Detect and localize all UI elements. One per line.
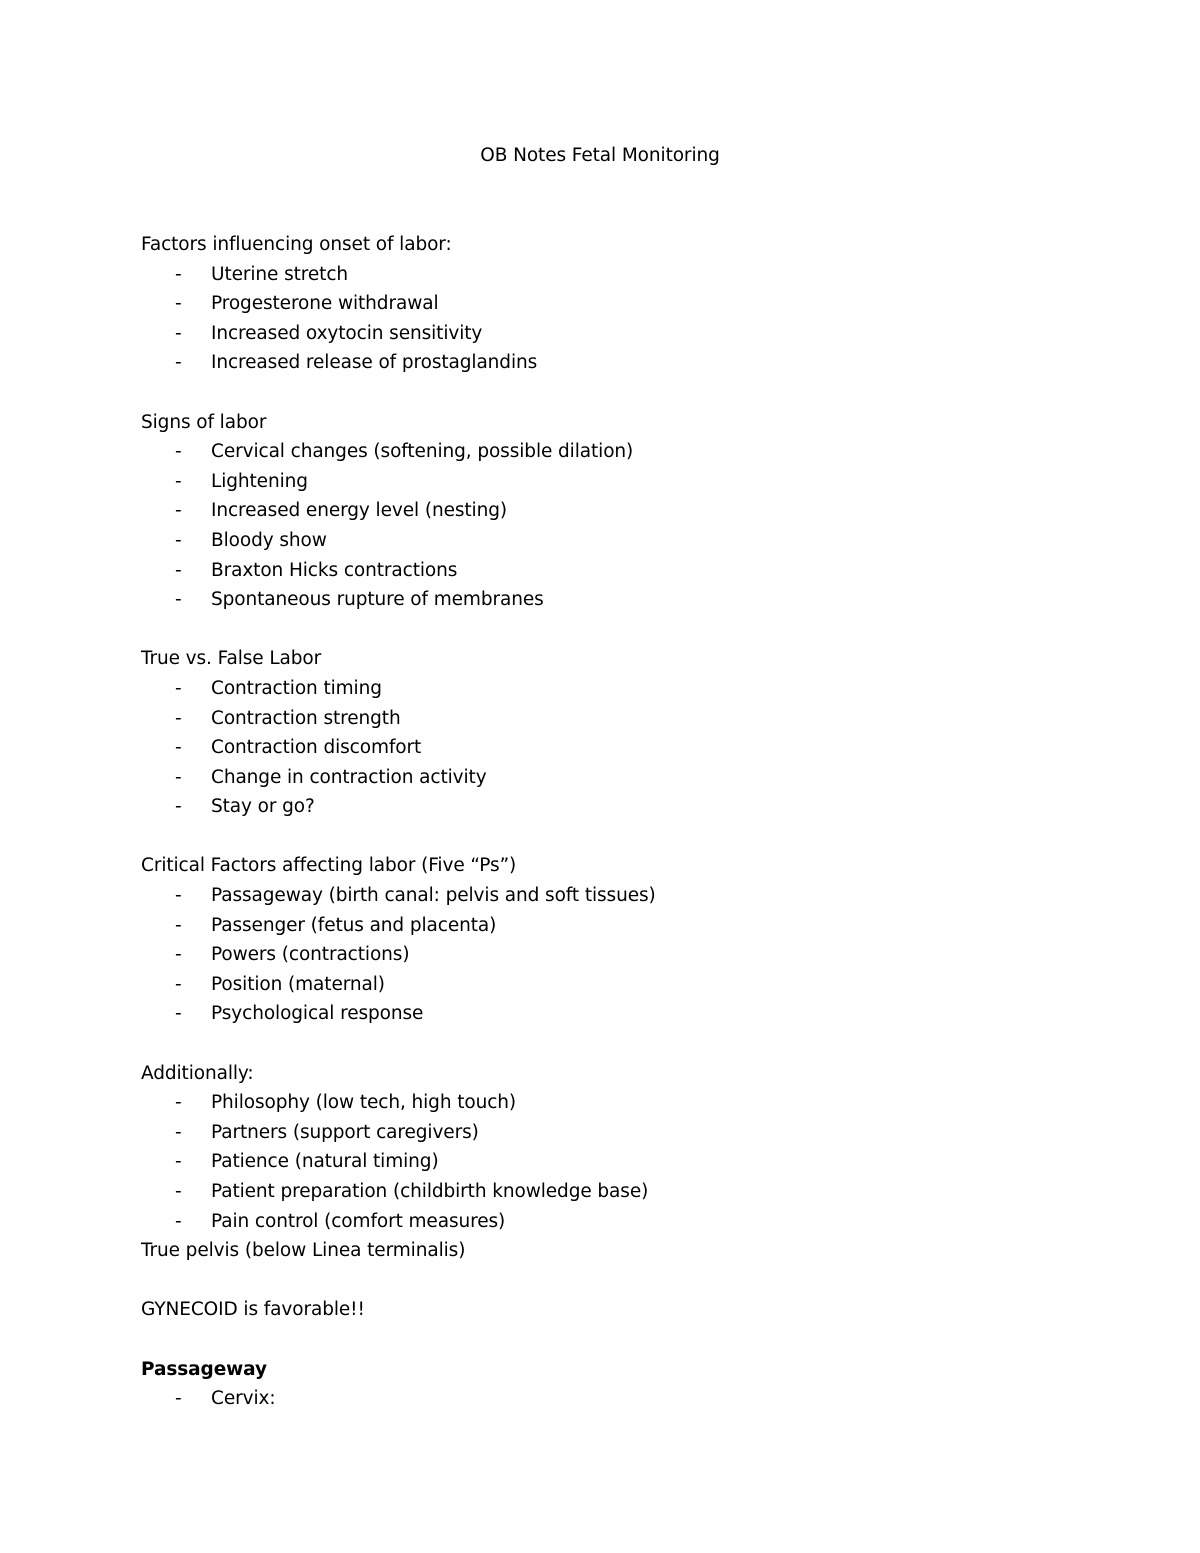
dash-marker: - [175, 707, 182, 729]
list-item [141, 526, 1141, 556]
section-heading-signs: Signs of labor [141, 411, 267, 433]
list-item-text: Increased energy level (nesting) [211, 500, 507, 522]
list-item [141, 674, 1141, 704]
true-pelvis-line: True pelvis (below Linea terminalis) [141, 1240, 466, 1262]
dash-marker: - [175, 529, 182, 551]
dash-marker: - [175, 1210, 182, 1232]
list-item [141, 881, 1141, 911]
list-item-text: Contraction discomfort [211, 737, 422, 759]
list-item [141, 940, 1141, 970]
dash-marker: - [175, 737, 182, 759]
bullet-list-additionally [141, 1088, 1141, 1236]
list-item [141, 260, 1141, 290]
list-item-text: Patience (natural timing) [211, 1151, 439, 1173]
list-item [141, 999, 1141, 1029]
list-item [141, 733, 1141, 763]
list-item-text: Contraction timing [211, 677, 382, 699]
dash-marker: - [175, 500, 182, 522]
section-heading-passageway: Passageway [141, 1358, 267, 1380]
list-item-text: Stay or go? [211, 796, 315, 818]
bullet-list-onset [141, 260, 1141, 378]
list-item [141, 556, 1141, 586]
list-item-text: Partners (support caregivers) [211, 1121, 479, 1143]
dash-marker: - [175, 263, 182, 285]
dash-marker: - [175, 914, 182, 936]
list-item [141, 585, 1141, 615]
list-item-text: Spontaneous rupture of membranes [211, 589, 544, 611]
list-item [141, 467, 1141, 497]
list-item-text: Psychological response [211, 1003, 424, 1025]
list-item-text: Increased release of prostaglandins [211, 352, 538, 374]
dash-marker: - [175, 1121, 182, 1143]
list-item-text: Lightening [211, 470, 308, 492]
list-item [141, 348, 1141, 378]
blank-line [141, 1266, 1141, 1296]
list-item-text: Cervical changes (softening, possible dilation) [211, 441, 634, 463]
section-heading-critical-factors: Critical Factors affecting labor (Five “Ps”) [141, 855, 517, 877]
dash-marker: - [175, 322, 182, 344]
section-heading-onset: Factors influencing onset of labor: [141, 234, 452, 255]
list-item-text: Powers (contractions) [211, 944, 410, 966]
dash-marker: - [175, 766, 182, 788]
list-item-text: Pain control (comfort measures) [211, 1210, 506, 1232]
list-item-text: Progesterone withdrawal [211, 293, 439, 315]
list-item-text: Passenger (fetus and placenta) [211, 914, 497, 936]
list-item [141, 1147, 1141, 1177]
dash-marker: - [175, 1003, 182, 1025]
dash-marker: - [175, 470, 182, 492]
list-item-text: Patient preparation (childbirth knowledge base) [211, 1181, 649, 1202]
list-item-text: Position (maternal) [211, 973, 385, 995]
dash-marker: - [175, 677, 182, 699]
list-item-text: Braxton Hicks contractions [211, 559, 458, 581]
dash-marker: - [175, 441, 182, 463]
blank-line [141, 1325, 1141, 1355]
list-item-text: Contraction strength [211, 707, 401, 729]
list-item-text: Philosophy (low tech, high touch) [211, 1092, 517, 1114]
dash-marker: - [175, 885, 182, 907]
dash-marker: - [175, 559, 182, 581]
dash-marker: - [175, 1092, 182, 1114]
list-item [141, 763, 1141, 793]
dash-marker: - [175, 352, 182, 374]
dash-marker: - [175, 293, 182, 315]
bullet-list-true-false [141, 674, 1141, 822]
gynecoid-line: GYNECOID is favorable!! [141, 1299, 365, 1321]
blank-line [141, 615, 1141, 645]
list-item [141, 704, 1141, 734]
list-item-text: Increased oxytocin sensitivity [211, 322, 483, 344]
list-item [141, 319, 1141, 349]
list-item-text: Bloody show [211, 529, 327, 551]
list-item [141, 911, 1141, 941]
list-item-text: Passageway (birth canal: pelvis and soft tissues) [211, 885, 656, 907]
bullet-list-critical-factors [141, 881, 1141, 1029]
list-item [141, 437, 1141, 467]
list-item [141, 1207, 1141, 1237]
list-item [141, 289, 1141, 319]
dash-marker: - [175, 1388, 182, 1410]
bullet-list-signs [141, 437, 1141, 615]
list-item [141, 1384, 1141, 1414]
dash-marker: - [175, 973, 182, 995]
list-item-text: Uterine stretch [211, 263, 349, 285]
dash-marker: - [175, 944, 182, 966]
list-item [141, 792, 1141, 822]
list-item [141, 1088, 1141, 1118]
section-heading-true-false: True vs. False Labor [141, 648, 322, 670]
list-item [141, 970, 1141, 1000]
dash-marker: - [175, 796, 182, 818]
blank-line [141, 378, 1141, 408]
list-item [141, 1118, 1141, 1148]
blank-line [141, 822, 1141, 852]
dash-marker: - [175, 589, 182, 611]
section-heading-additionally: Additionally: [141, 1062, 254, 1084]
dash-marker: - [175, 1181, 182, 1202]
blank-line [141, 1029, 1141, 1059]
page-title: OB Notes Fetal Monitoring [480, 145, 720, 166]
list-item-text: Cervix: [211, 1388, 276, 1410]
list-item [141, 496, 1141, 526]
bullet-list-passageway [141, 1384, 1141, 1414]
dash-marker: - [175, 1151, 182, 1173]
list-item [141, 1177, 1141, 1207]
document-body [141, 230, 1141, 1414]
list-item-text: Change in contraction activity [211, 766, 487, 788]
